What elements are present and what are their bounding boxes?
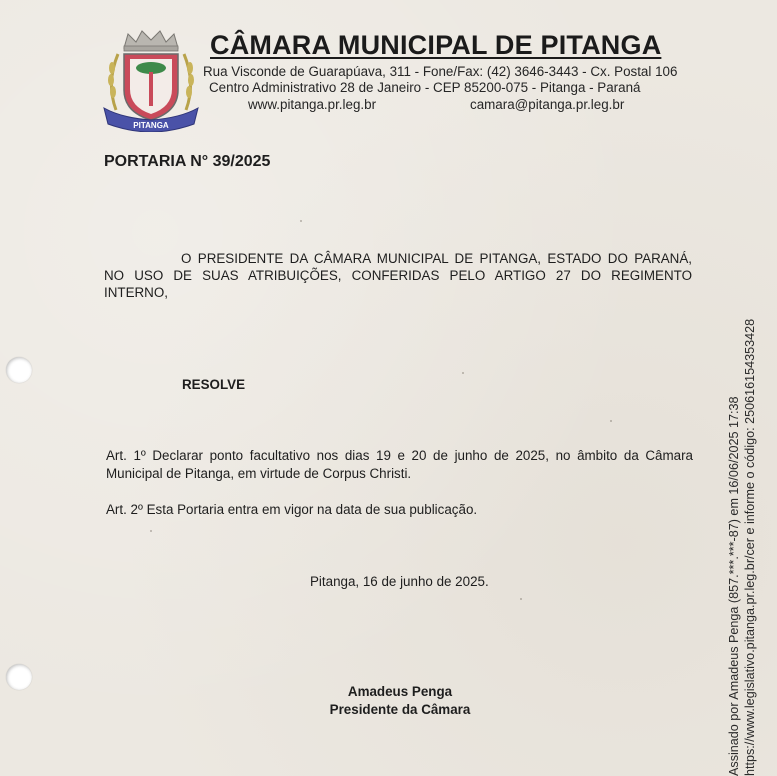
website-text: www.pitanga.pr.leg.br (248, 97, 377, 112)
signature-stamp-line-1: Assinado por Amadeus Penga (857.***.***-87) em 16/06/2025 17:38 (727, 396, 741, 776)
punch-hole-icon (6, 357, 32, 383)
paper-speck (462, 372, 464, 374)
place-and-date: Pitanga, 16 de junho de 2025. (310, 574, 489, 589)
signature-stamp-line-2: https://www.legislativo.pitanga.pr.leg.br/cer e informe o código: 250616154353428 (742, 318, 757, 776)
resolve-heading: RESOLVE (182, 377, 245, 392)
article-1: Art. 1º Declarar ponto facultativo nos dias 19 e 20 de junho de 2025, no âmbito da Câmara Municipal de Pitanga, em virtude de Corpus Christi. (106, 448, 693, 481)
portaria-number: PORTARIA N° 39/2025 (104, 153, 271, 170)
page-title: CÂMARA MUNICIPAL DE PITANGA (210, 30, 662, 60)
paper-speck (300, 220, 302, 222)
pitanga-coat-of-arms-icon (102, 28, 200, 132)
paper-speck (150, 530, 152, 532)
preamble-paragraph: O PRESIDENTE DA CÂMARA MUNICIPAL DE PITANGA, ESTADO DO PARANÁ, NO USO DE SUAS ATRIBUIÇÕES, CONFERIDAS PELO ARTIGO 27 DO REGIMENTO INTERNO, (104, 251, 692, 300)
paper-speck (610, 420, 612, 422)
signatory-name: Amadeus Penga (347, 684, 453, 699)
digital-signature-stamp (727, 276, 758, 776)
punch-hole-icon (6, 664, 32, 690)
signatory-role: Presidente da Câmara (329, 702, 471, 717)
email-text: camara@pitanga.pr.leg.br (470, 97, 625, 112)
address-line-2: Centro Administrativo 28 de Janeiro - CEP 85200-075 - Pitanga - Paraná (209, 80, 641, 95)
address-line-1: Rua Visconde de Guarapúava, 311 - Fone/Fax: (42) 3646-3443 - Cx. Postal 106 (203, 64, 678, 79)
article-2: Art. 2º Esta Portaria entra em vigor na data de sua publicação. (106, 502, 478, 517)
paper-speck (520, 598, 522, 600)
crest-ribbon-text: PITANGA (133, 121, 169, 130)
